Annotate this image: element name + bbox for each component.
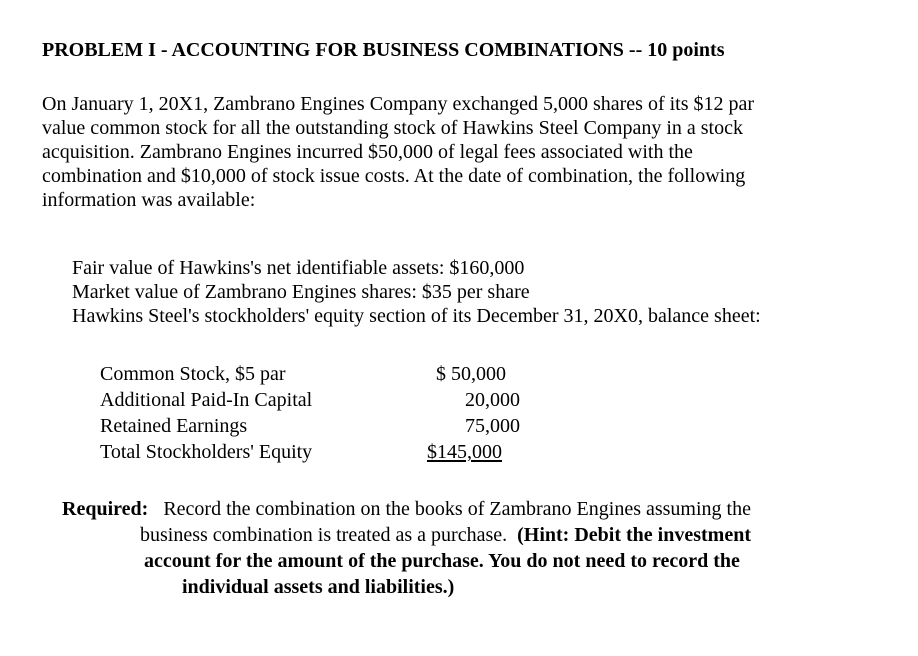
- row-amount: $ 50,000: [436, 363, 506, 385]
- row-amount: 20,000: [465, 389, 520, 411]
- required-label: Required:: [62, 498, 149, 520]
- required-section: [62, 496, 902, 600]
- required-hint-line: individual assets and liabilities.): [182, 576, 455, 598]
- row-label: Common Stock, $5 par: [100, 363, 286, 385]
- table-row: [100, 414, 520, 440]
- required-text: Record the combination on the books of Zambrano Engines assuming the: [163, 498, 751, 520]
- fact-equity-section-heading: Hawkins Steel's stockholders' equity section of its December 31, 20X0, balance sheet:: [72, 305, 761, 327]
- given-facts: [72, 256, 761, 328]
- required-line: [62, 522, 902, 548]
- row-label: Retained Earnings: [100, 415, 248, 437]
- problem-intro: [42, 92, 902, 212]
- intro-line: information was available:: [42, 189, 256, 211]
- table-row-total: [100, 440, 520, 466]
- stockholders-equity-table: [100, 362, 520, 466]
- intro-line: combination and $10,000 of stock issue costs. At the date of combination, the following: [42, 165, 746, 187]
- required-hint: (Hint: Debit the investment: [517, 524, 751, 546]
- table-row: [100, 362, 520, 388]
- row-label: Additional Paid-In Capital: [100, 389, 313, 411]
- problem-title: PROBLEM I - ACCOUNTING FOR BUSINESS COMBINATIONS -- 10 points: [42, 39, 725, 61]
- row-amount-total: $145,000: [427, 441, 502, 463]
- row-label: Total Stockholders' Equity: [100, 441, 313, 463]
- required-line: [62, 496, 902, 522]
- required-hint-line: account for the amount of the purchase. You do not need to record the: [144, 550, 740, 572]
- row-amount: 75,000: [465, 415, 520, 437]
- intro-line: value common stock for all the outstanding stock of Hawkins Steel Company in a stock: [42, 117, 743, 139]
- fact-fair-value: Fair value of Hawkins's net identifiable assets: $160,000: [72, 257, 525, 279]
- fact-market-value: Market value of Zambrano Engines shares: $35 per share: [72, 281, 530, 303]
- required-text: business combination is treated as a purchase.: [140, 524, 508, 546]
- intro-line: On January 1, 20X1, Zambrano Engines Company exchanged 5,000 shares of its $12 par: [42, 93, 755, 115]
- intro-line: acquisition. Zambrano Engines incurred $50,000 of legal fees associated with the: [42, 141, 693, 163]
- table-row: [100, 388, 520, 414]
